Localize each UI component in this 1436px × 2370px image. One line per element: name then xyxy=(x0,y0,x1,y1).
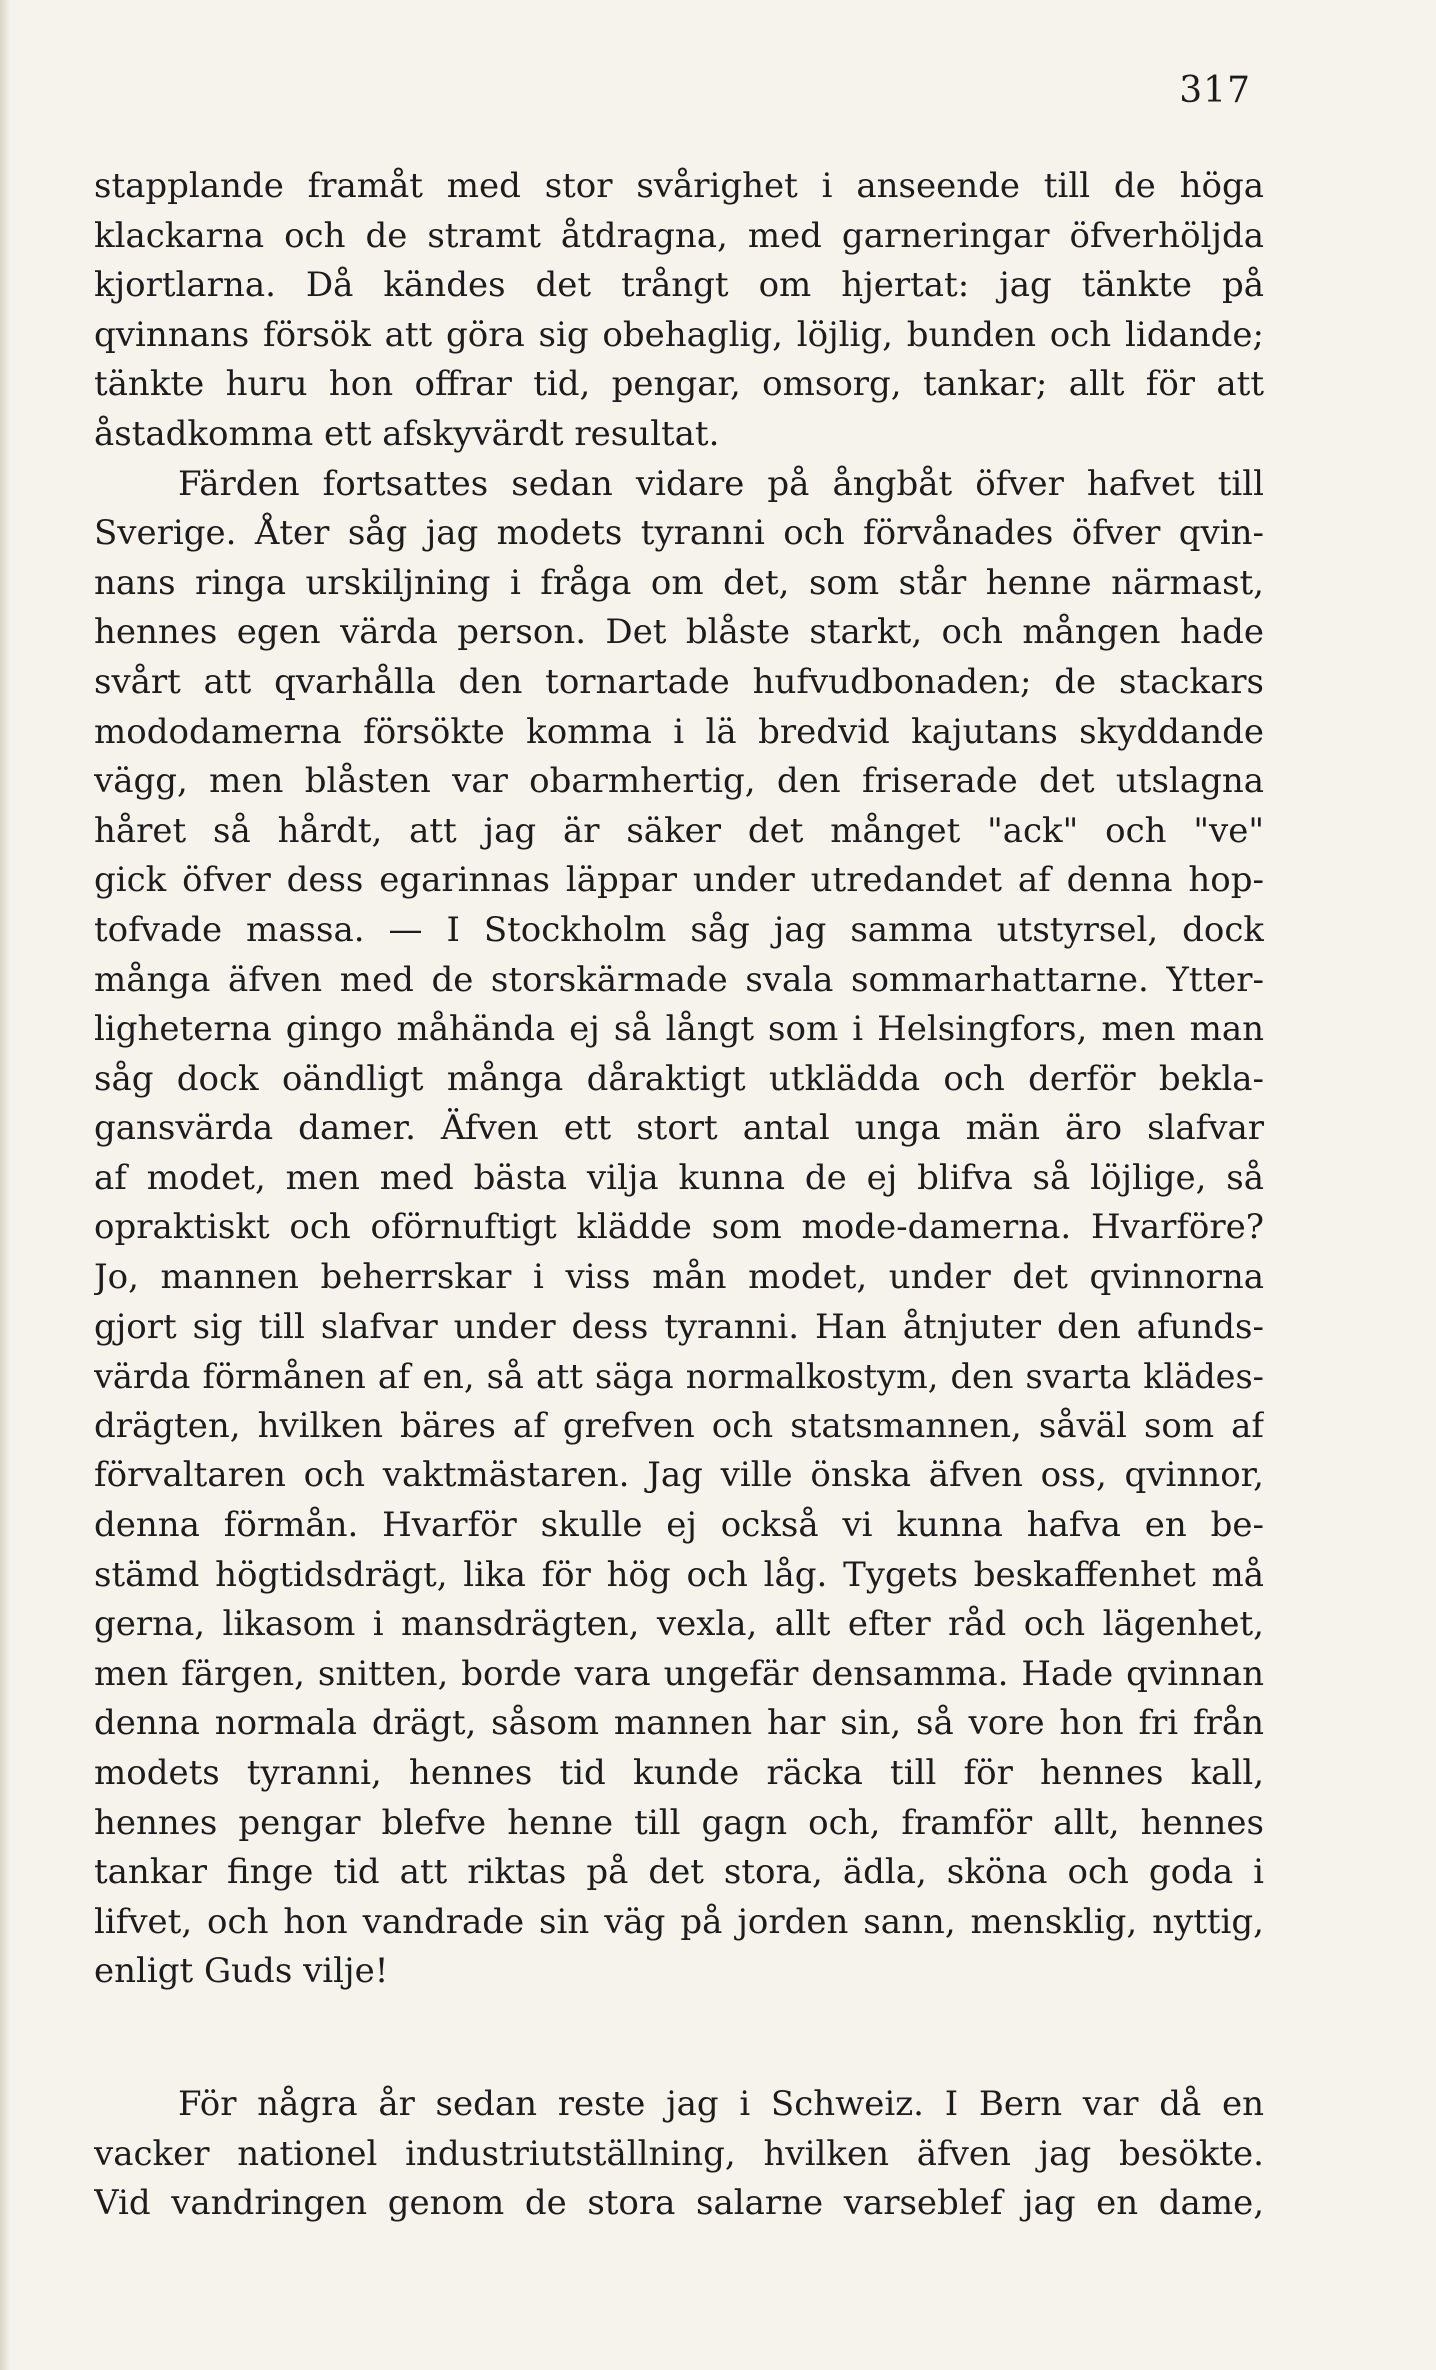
text-line: af modet, men med bästa vilja kunna de ej blifva så löjlige, så xyxy=(94,1157,1264,1198)
text-line: men färgen, snitten, borde vara ungefär densamma. Hade qvinnan xyxy=(94,1653,1264,1694)
text-line: För några år sedan reste jag i Schweiz. I Bern var då en xyxy=(178,2084,1264,2124)
text-line: enligt Guds vilje! xyxy=(94,1951,389,1992)
text-line: tofvade massa. — I Stockholm såg jag samma utstyrsel, dock xyxy=(94,909,1264,950)
body-text-continued xyxy=(94,2080,1264,2229)
text-line: Sverige. Åter såg jag modets tyranni och förvånades öfver qvin- xyxy=(94,513,1264,554)
text-line: stämd högtidsdrägt, lika för hög och låg. Tygets beskaffenhet må xyxy=(94,1554,1264,1595)
text-line: håret så hårdt, att jag är säker det månget "ack" och "ve" xyxy=(94,810,1264,851)
text-line: mododamerna försökte komma i lä bredvid kajutans skyddande xyxy=(94,711,1264,752)
text-line: vägg, men blåsten var obarmhertig, den friserade det utslagna xyxy=(94,761,1264,802)
text-line: ligheterna gingo måhända ej så långt som i Helsingfors, men man xyxy=(94,1009,1264,1050)
text-line: denna normala drägt, såsom mannen har sin, så vore hon fri från xyxy=(94,1703,1264,1744)
text-line: drägten, hvilken bäres af grefven och statsmannen, såväl som af xyxy=(94,1405,1264,1446)
text-line: värda förmånen af en, så att säga normalkostym, den svarta klädes- xyxy=(94,1357,1264,1397)
text-line: gjort sig till slafvar under dess tyranni. Han åtnjuter den afunds- xyxy=(94,1306,1264,1347)
text-line: Vid vandringen genom de stora salarne varseblef jag en dame, xyxy=(94,2183,1264,2224)
text-line: tänkte huru hon offrar tid, pengar, omsorg, tankar; allt för att xyxy=(94,364,1264,405)
text-line: många äfven med de storskärmade svala sommarhattarne. Ytter- xyxy=(94,959,1264,1000)
text-line: stapplande framåt med stor svårighet i anseende till de höga xyxy=(94,166,1264,206)
text-line: såg dock oändligt många dåraktigt utklädda och derför bekla- xyxy=(94,1058,1264,1099)
text-line: lifvet, och hon vandrade sin väg på jorden sann, mensklig, nyttig, xyxy=(94,1901,1264,1942)
text-line: svårt att qvarhålla den tornartade hufvudbonaden; de stackars xyxy=(94,661,1264,702)
text-line: Jo, mannen beherrskar i viss mån modet, under det qvinnorna xyxy=(94,1257,1264,1298)
text-line: opraktiskt och oförnuftigt klädde som mode-damerna. Hvarföre? xyxy=(94,1207,1264,1248)
body-text xyxy=(94,162,1264,1997)
text-line: åstadkomma ett afskyvärdt resultat. xyxy=(94,413,720,454)
text-line: Färden fortsattes sedan vidare på ångbåt öfver hafvet till xyxy=(178,463,1264,504)
text-line: gick öfver dess egarinnas läppar under utredandet af denna hop- xyxy=(94,860,1264,901)
text-line: tankar finge tid att riktas på det stora, ädla, sköna och goda i xyxy=(94,1852,1264,1893)
text-line: nans ringa urskiljning i fråga om det, som står henne närmast, xyxy=(94,562,1264,603)
text-line: kjortlarna. Då kändes det trångt om hjertat: jag tänkte på xyxy=(94,265,1264,306)
text-line: qvinnans försök att göra sig obehaglig, löjlig, bunden och lidande; xyxy=(94,314,1264,355)
text-line: hennes egen värda person. Det blåste starkt, och mången hade xyxy=(94,612,1264,653)
text-line: klackarna och de stramt åtdragna, med garneringar öfverhöljda xyxy=(94,215,1264,256)
text-line: hennes pengar blefve henne till gagn och, framför allt, hennes xyxy=(94,1802,1264,1843)
text-line: gansvärda damer. Äfven ett stort antal unga män äro slafvar xyxy=(94,1108,1264,1149)
text-line: vacker nationel industriutställning, hvilken äfven jag besökte. xyxy=(94,2133,1264,2174)
text-line: modets tyranni, hennes tid kunde räcka till för hennes kall, xyxy=(94,1753,1264,1793)
text-line: gerna, likasom i mansdrägten, vexla, allt efter råd och lägenhet, xyxy=(94,1604,1264,1645)
text-line: förvaltaren och vaktmästaren. Jag ville önska äfven oss, qvinnor, xyxy=(94,1455,1264,1496)
page-edge-shadow xyxy=(0,0,10,2370)
text-line: denna förmån. Hvarför skulle ej också vi kunna hafva en be- xyxy=(94,1505,1264,1546)
page-number: 317 xyxy=(1179,70,1251,111)
